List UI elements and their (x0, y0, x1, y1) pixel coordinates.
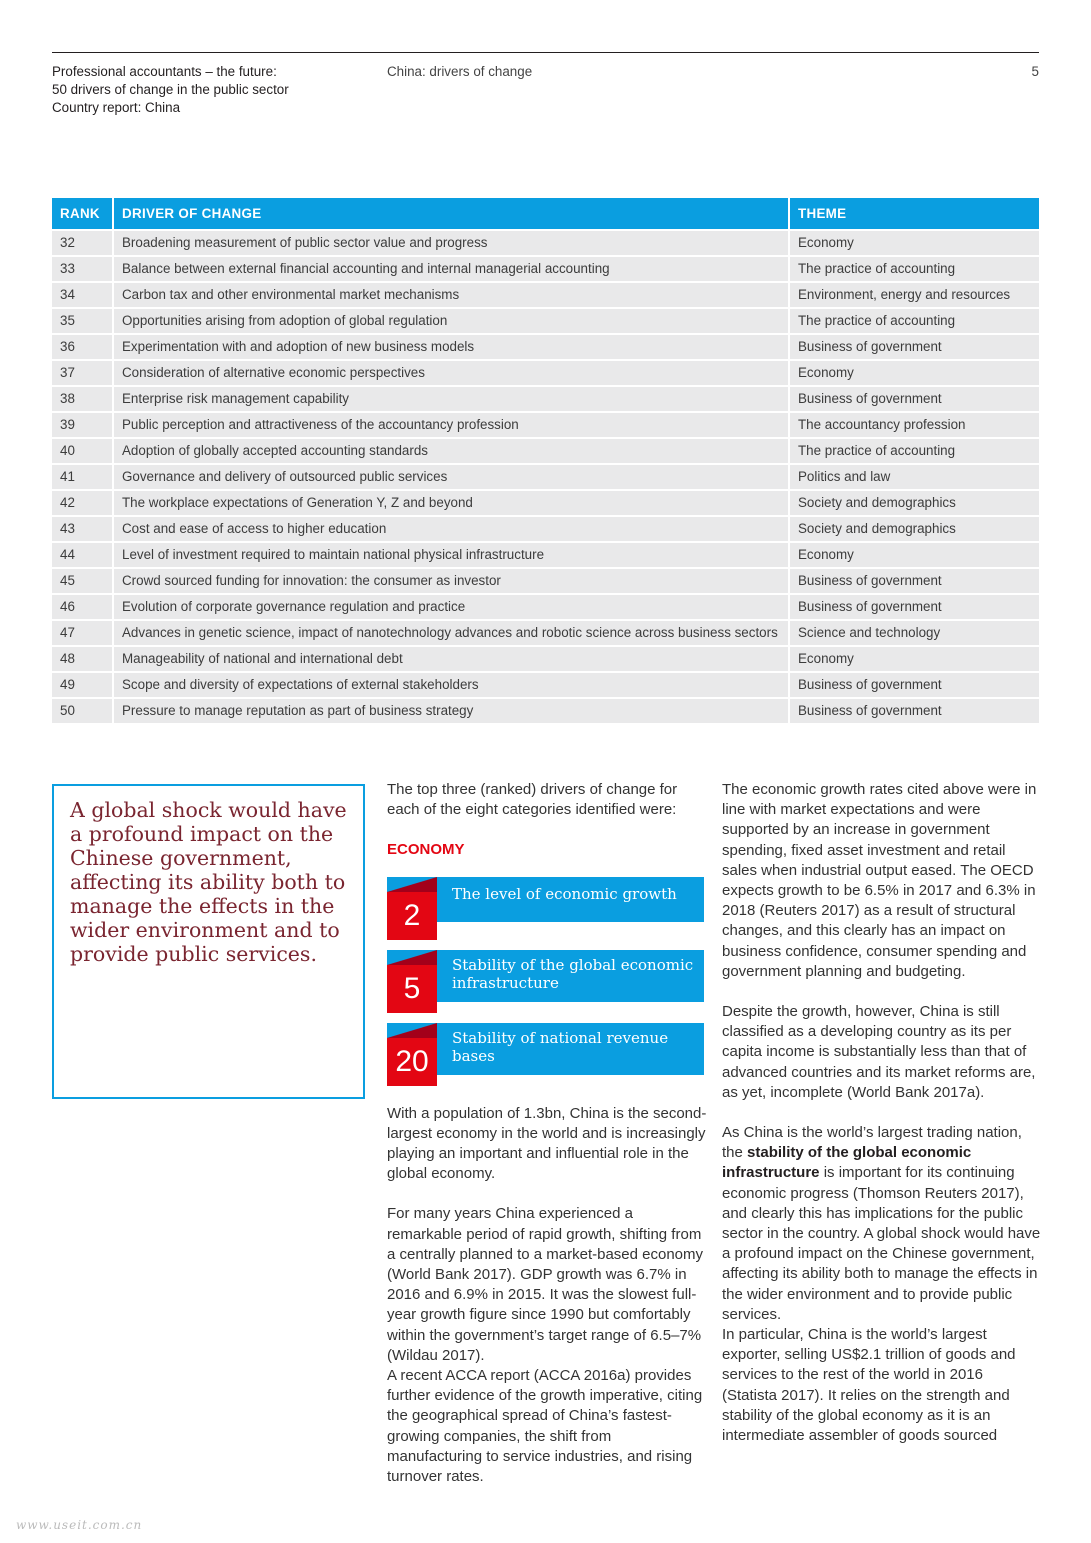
watermark: www.useit.com.cn (16, 1518, 143, 1532)
driver-cell: Level of investment required to maintain national physical infrastructure (112, 541, 788, 567)
badge-label: Stability of national revenue bases (452, 1028, 669, 1065)
badge-fold (387, 877, 437, 892)
theme-cell: Business of government (788, 697, 1039, 723)
theme-cell: Business of government (788, 567, 1039, 593)
badge-fold (387, 950, 437, 965)
theme-cell: Economy (788, 541, 1039, 567)
driver-cell: Evolution of corporate governance regulation and practice (112, 593, 788, 619)
theme-cell: Business of government (788, 385, 1039, 411)
table-row (52, 281, 1039, 307)
driver-cell: Enterprise risk management capability (112, 385, 788, 411)
rank-cell: 34 (52, 281, 112, 307)
table-row (52, 593, 1039, 619)
rank-cell: 40 (52, 437, 112, 463)
badge-label: The level of economic growth (452, 884, 677, 903)
body-paragraph: With a population of 1.3bn, China is the second-largest economy in the world and is increasingly playing an important and influential role in the global economy. (387, 1104, 707, 1183)
driver-cell: Balance between external financial accounting and internal managerial accounting (112, 255, 788, 281)
table-row (52, 333, 1039, 359)
report-title-line: Professional accountants – the future: (52, 64, 277, 79)
theme-cell: Environment, energy and resources (788, 281, 1039, 307)
pull-quote: A global shock would have a profound impact on the Chinese government, affecting its ability both to manage the effects in the wider environment and to provide public services. (70, 798, 347, 966)
theme-cell: The practice of accounting (788, 437, 1039, 463)
table-row (52, 359, 1039, 385)
theme-cell: Economy (788, 359, 1039, 385)
rank-cell: 41 (52, 463, 112, 489)
rank-cell: 39 (52, 411, 112, 437)
driver-cell: Opportunities arising from adoption of global regulation (112, 307, 788, 333)
body-paragraph: A recent ACCA report (ACCA 2016a) provides further evidence of the growth imperative, citing the geographical spread of China’s fastest-growing companies, the shift from manufacturing to service industries, and rising turnover rates. (387, 1367, 703, 1486)
theme-cell: Society and demographics (788, 489, 1039, 515)
page-number: 5 (1031, 64, 1039, 79)
badge-rank: 5 (387, 965, 437, 1013)
rank-cell: 35 (52, 307, 112, 333)
table-row (52, 437, 1039, 463)
driver-cell: Consideration of alternative economic perspectives (112, 359, 788, 385)
theme-cell: Economy (788, 645, 1039, 671)
ranked-driver-badge (387, 877, 704, 940)
theme-cell: The accountancy profession (788, 411, 1039, 437)
table-row (52, 567, 1039, 593)
body-paragraph: Despite the growth, however, China is still classified as a developing country as its per capita income is substantially less than that of advanced countries and its market reforms are, as yet, incomplete (World Bank 2017a). (722, 1003, 1036, 1101)
theme-cell: Business of government (788, 593, 1039, 619)
rank-cell: 37 (52, 359, 112, 385)
badge-rank: 20 (387, 1038, 437, 1086)
right-column (722, 780, 1042, 1466)
table-row (52, 489, 1039, 515)
table-row (52, 515, 1039, 541)
rank-cell: 46 (52, 593, 112, 619)
report-title (52, 63, 352, 117)
theme-cell: The practice of accounting (788, 255, 1039, 281)
table-row (52, 385, 1039, 411)
table-body (52, 229, 1039, 723)
text-run: is important for its continuing economic progress (Thomson Reuters 2017), and clearly this has implications for the public sector in the country. A global shock would have a profound impact on the Chinese government, affecting its ability both to manage the effects in the wider environment and to provide public services. (722, 1164, 1041, 1323)
table-row (52, 619, 1039, 645)
report-title-line: Country report: China (52, 100, 181, 115)
rank-cell: 36 (52, 333, 112, 359)
table-row (52, 411, 1039, 437)
rank-cell: 45 (52, 567, 112, 593)
driver-cell: Advances in genetic science, impact of nanotechnology advances and robotic science across business sectors (112, 619, 788, 645)
theme-cell: Politics and law (788, 463, 1039, 489)
body-paragraph (722, 1123, 1042, 1325)
drivers-table (52, 198, 1039, 723)
rank-cell: 32 (52, 229, 112, 255)
category-heading: ECONOMY (387, 841, 465, 859)
badge-fold (387, 1023, 437, 1038)
rank-cell: 33 (52, 255, 112, 281)
bold-phrase: stability of the global economic infrastructure (722, 1144, 972, 1182)
pull-quote-box (52, 784, 365, 1099)
header-rule (52, 52, 1039, 53)
theme-cell: Business of government (788, 333, 1039, 359)
driver-cell: Crowd sourced funding for innovation: the consumer as investor (112, 567, 788, 593)
rank-cell: 44 (52, 541, 112, 567)
table-row (52, 463, 1039, 489)
badge-rank: 2 (387, 892, 437, 940)
rank-cell: 49 (52, 671, 112, 697)
table-row (52, 697, 1039, 723)
column-header-rank: RANK (52, 198, 112, 229)
table-row (52, 541, 1039, 567)
rank-cell: 43 (52, 515, 112, 541)
body-paragraph: For many years China experienced a remarkable period of rapid growth, shifting from a centrally planned to a market-based economy (World Bank 2017). GDP growth was 6.7% in 2016 and 6.9% in 2015. It was the slowest full-year growth figure since 1990 but comfortably within the government’s target range of 6.5–7% (Wildau 2017). (387, 1205, 704, 1364)
middle-column (387, 780, 707, 1507)
body-paragraph: In particular, China is the world’s largest exporter, selling US$2.1 trillion of goods and services to the rest of the world in 2016 (Statista 2017). It relies on the strength and stability of the global economy as it is an intermediate assembler of goods sourced (722, 1326, 1016, 1445)
theme-cell: The practice of accounting (788, 307, 1039, 333)
table-header-row (52, 198, 1039, 229)
column-header-driver: DRIVER OF CHANGE (112, 198, 788, 229)
rank-cell: 42 (52, 489, 112, 515)
rank-cell: 48 (52, 645, 112, 671)
driver-cell: Adoption of globally accepted accounting standards (112, 437, 788, 463)
body-paragraph: The economic growth rates cited above were in line with market expectations and were supported by an increase in government spending, fixed asset investment and retail sales when industrial output eased. The OECD expects growth to be 6.5% in 2017 and 6.3% in 2018 (Reuters 2017) as a result of structural changes, and this clearly has an impact on business confidence, consumer spending and government planning and budgeting. (722, 781, 1037, 980)
driver-cell: Manageability of national and international debt (112, 645, 788, 671)
intro-text: The top three (ranked) drivers of change for each of the eight categories identified were: (387, 781, 678, 819)
report-title-line: 50 drivers of change in the public sector (52, 82, 289, 97)
column-header-theme: THEME (788, 198, 1039, 229)
table-row (52, 229, 1039, 255)
driver-cell: Carbon tax and other environmental market mechanisms (112, 281, 788, 307)
theme-cell: Science and technology (788, 619, 1039, 645)
driver-cell: Experimentation with and adoption of new business models (112, 333, 788, 359)
driver-cell: Cost and ease of access to higher education (112, 515, 788, 541)
driver-cell: Broadening measurement of public sector value and progress (112, 229, 788, 255)
theme-cell: Economy (788, 229, 1039, 255)
table-row (52, 671, 1039, 697)
rank-cell: 47 (52, 619, 112, 645)
ranked-driver-badge (387, 950, 704, 1013)
ranked-driver-badge (387, 1023, 704, 1086)
theme-cell: Society and demographics (788, 515, 1039, 541)
text-run: As China is the world’s largest trading nation, the (722, 1124, 1022, 1162)
table-row (52, 645, 1039, 671)
driver-cell: Scope and diversity of expectations of external stakeholders (112, 671, 788, 697)
table-row (52, 307, 1039, 333)
driver-cell: Public perception and attractiveness of the accountancy profession (112, 411, 788, 437)
driver-cell: Governance and delivery of outsourced public services (112, 463, 788, 489)
badge-label: Stability of the global economic infrastructure (452, 955, 694, 992)
rank-cell: 38 (52, 385, 112, 411)
driver-cell: Pressure to manage reputation as part of business strategy (112, 697, 788, 723)
driver-cell: The workplace expectations of Generation Y, Z and beyond (112, 489, 788, 515)
rank-cell: 50 (52, 697, 112, 723)
theme-cell: Business of government (788, 671, 1039, 697)
section-title: China: drivers of change (387, 64, 533, 79)
table-row (52, 255, 1039, 281)
